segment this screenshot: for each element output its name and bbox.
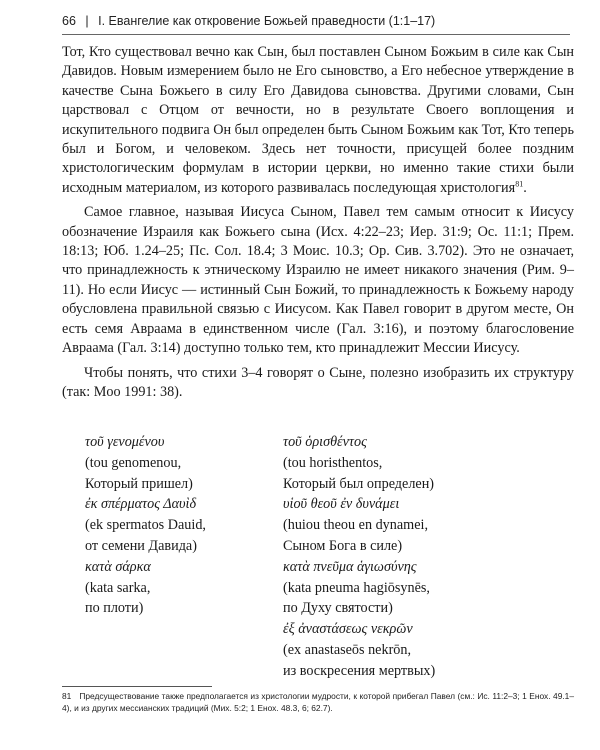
structure-right-column: [283, 432, 435, 682]
footnote-reference[interactable]: 81: [515, 179, 524, 189]
structure-line: (kata pneuma hagiōsynēs,: [283, 579, 430, 596]
structure-line: Сыном Бога в силе): [283, 537, 403, 554]
structure-line: по Духу святости): [283, 600, 393, 617]
structure-line: Который пришел): [85, 475, 193, 492]
structure-line: Который был определен): [283, 475, 435, 492]
structure-line: (kata sarka,: [85, 579, 151, 596]
footnote-number: 81: [62, 691, 72, 701]
footnote: [62, 690, 574, 714]
structure-line: из воскресения мертвых): [283, 662, 436, 679]
structure-line: (ex anastaseōs nekrōn,: [283, 641, 412, 658]
structure-left-column: [85, 432, 206, 619]
structure-line: по плоти): [85, 600, 144, 617]
structure-line: τοῦ ὁρισθέντος: [283, 434, 367, 450]
structure-line: τοῦ γενομένου: [85, 434, 165, 450]
footnote-text: Предсуществование также предполагается из христологии мудрости, к которой прибегал Павел (см.: Ис. 11:2–3; 1 Енох. 49.1–4), и из других мессианских традиций (Мих. 5:2; 1 Енох. 48.3, 6; 62.7).: [62, 691, 574, 713]
structure-line: (tou genomenou,: [85, 454, 182, 471]
structure-line: κατὰ πνεῦμα ἁγιωσύνης: [283, 558, 417, 575]
header-separator: |: [85, 14, 89, 28]
paragraph-1-tail: .: [523, 179, 527, 196]
paragraph-3: Чтобы понять, что стихи 3–4 говорят о Сыне, полезно изобразить их структуру (так: Moo 1991: 38).: [62, 364, 574, 400]
structure-line: ἐξ ἀναστάσεως νεκρῶν: [283, 621, 413, 638]
main-text: [62, 43, 574, 407]
header-rule: [62, 34, 570, 35]
paragraph-1-text: Тот, Кто существовал вечно как Сын, был поставлен Сыном Божьим в силе как Сын Давидов. Новым измерением было не Его сыновство, а Его небесное утверждение в качестве Сына Божьего в силу Его Давидова сыновства. Другими словами, Сын царствовал с Отцом от вечности, но в результате Своего воплощения и искупительного подвига Он был определен быть Сыном Божьим как Тот, Кто теперь был и Богом, и человеком. Здесь нет точности, присущей более поздним христологическим формулам в истории церкви, но именно такие стихи были исходным материалом, из которого развивалась последующая христология: [62, 44, 574, 196]
paragraph-1: [62, 43, 574, 198]
structure-line: (ek spermatos Dauid,: [85, 517, 206, 534]
structure-line: κατὰ σάρκα: [85, 558, 151, 575]
structure-line: (tou horisthentos,: [283, 454, 383, 471]
paragraph-2: Самое главное, называя Иисуса Сыном, Павел тем самым относит к Иисусу обозначение Израиля как Божьего сына (Исх. 4:22–23; Иер. 31:9; Ос. 11:1; Прем. 18:13; Юб. 1.24–25; Пс. Сол. 18.4; 3 Моис. 10.3; Ор. Сив. 3.702). Это не означает, что принадлежность к этническому Израилю не имеет никакого значения (Рим. 9–11). Но если Иисус — истинный Сын Божий, то принадлежность к Божьему народу обусловлена правильной связью с Иисусом. Как Павел говорит в другом месте, Он есть семя Авраама в единственном числе (Гал. 3:16), и поэтому благословение Авраама (Гал. 3:14) доступно только тем, кто принадлежит Мессии Иисусу.: [62, 204, 574, 357]
structure-line: υἱοῦ θεοῦ ἐν δυνάμει: [283, 496, 400, 513]
chapter-title: I. Евангелие как откровение Божьей праведности (1:1–17): [98, 14, 436, 28]
page-number: 66: [62, 14, 76, 28]
structure-line: (huiou theou en dynamei,: [283, 517, 428, 534]
running-head: [62, 14, 570, 28]
footnote-rule: [62, 686, 212, 687]
structure-line: от семени Давида): [85, 537, 197, 554]
structure-line: ἐκ σπέρματος Δαυὶδ: [85, 496, 197, 513]
